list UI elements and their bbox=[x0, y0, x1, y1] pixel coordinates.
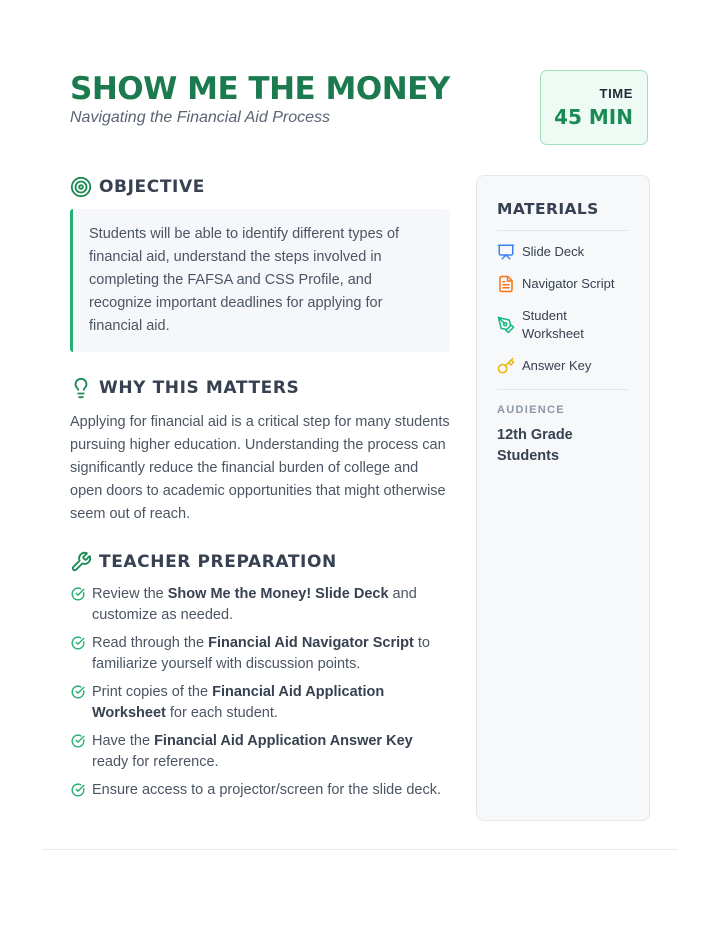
why-section bbox=[70, 376, 450, 526]
why-heading bbox=[70, 376, 450, 400]
page-title: SHOW ME THE MONEY bbox=[70, 71, 450, 107]
pen-icon bbox=[497, 316, 515, 334]
material-item-slide-deck bbox=[497, 243, 629, 261]
prep-item bbox=[70, 584, 450, 626]
prep-item-text: Have the Financial Aid Application Answer Key ready for reference. bbox=[92, 733, 413, 770]
prep-list bbox=[70, 584, 450, 801]
key-icon bbox=[497, 357, 515, 375]
audience-value: 12th Grade Students bbox=[497, 427, 573, 464]
objective-heading bbox=[70, 175, 450, 199]
divider bbox=[497, 230, 629, 231]
presentation-icon bbox=[497, 243, 515, 261]
prep-title: TEACHER PREPARATION bbox=[99, 552, 337, 572]
footer-divider bbox=[42, 849, 678, 850]
prep-heading bbox=[70, 550, 450, 574]
page-subtitle: Navigating the Financial Aid Process bbox=[70, 109, 330, 126]
main-content bbox=[70, 175, 450, 808]
material-label: Student Worksheet bbox=[522, 308, 584, 341]
time-label: TIME bbox=[599, 86, 633, 101]
time-badge bbox=[540, 70, 648, 145]
prep-item-text: Review the Show Me the Money! Slide Deck and customize as needed. bbox=[92, 586, 417, 623]
wrench-icon bbox=[70, 551, 92, 573]
prep-item bbox=[70, 633, 450, 675]
check-circle-icon bbox=[71, 783, 85, 797]
materials-sidebar bbox=[476, 175, 650, 821]
why-text: Applying for financial aid is a critical step for many students pursuing higher education. Understanding the process can significantly reduce the financial burden of college and open doors to academic opportunities that might otherwise seem out of reach. bbox=[70, 414, 450, 522]
divider bbox=[497, 389, 629, 390]
check-circle-icon bbox=[71, 636, 85, 650]
check-circle-icon bbox=[71, 734, 85, 748]
prep-section bbox=[70, 550, 450, 801]
prep-item-text: Print copies of the Financial Aid Application Worksheet for each student. bbox=[92, 684, 385, 721]
prep-item bbox=[70, 780, 450, 801]
document-icon bbox=[497, 275, 515, 293]
time-value: 45 MIN bbox=[554, 105, 633, 129]
material-label: Slide Deck bbox=[522, 244, 585, 259]
objective-title: OBJECTIVE bbox=[99, 177, 205, 197]
material-label: Answer Key bbox=[522, 358, 592, 373]
material-label: Navigator Script bbox=[522, 276, 615, 291]
material-item-answer-key bbox=[497, 357, 629, 375]
prep-item-text: Ensure access to a projector/screen for the slide deck. bbox=[92, 782, 441, 798]
why-title: WHY THIS MATTERS bbox=[99, 378, 300, 398]
objective-text: Students will be able to identify different types of financial aid, understand the steps involved in completing the FAFSA and CSS Profile, and recognize important deadlines for applying for financial aid. bbox=[89, 226, 400, 334]
material-item-navigator-script bbox=[497, 275, 629, 293]
prep-item-text: Read through the Financial Aid Navigator Script to familiarize yourself with discussion points. bbox=[92, 635, 430, 672]
check-circle-icon bbox=[71, 685, 85, 699]
materials-list bbox=[497, 243, 629, 375]
objective-box bbox=[70, 209, 450, 352]
target-icon bbox=[70, 176, 92, 198]
prep-item bbox=[70, 682, 450, 724]
audience-label: AUDIENCE bbox=[497, 404, 565, 416]
materials-title: MATERIALS bbox=[497, 200, 599, 218]
material-item-student-worksheet bbox=[497, 307, 629, 343]
prep-item bbox=[70, 731, 450, 773]
check-circle-icon bbox=[71, 587, 85, 601]
lightbulb-icon bbox=[70, 377, 92, 399]
